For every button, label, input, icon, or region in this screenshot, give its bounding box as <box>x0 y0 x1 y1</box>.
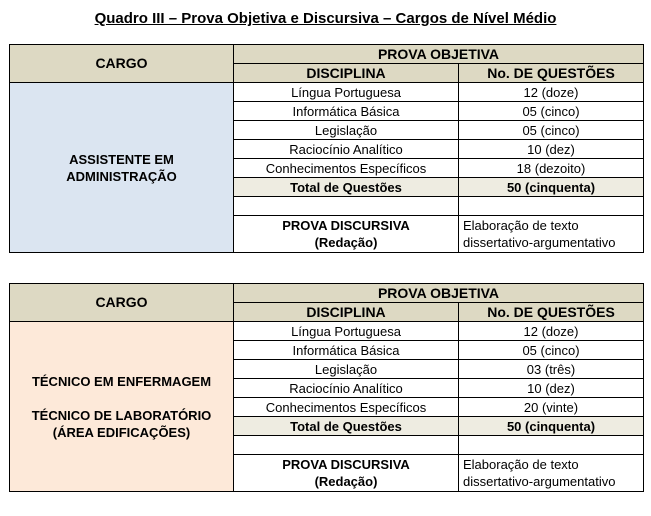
cargo-cell <box>10 83 234 253</box>
discursiva-value-line: dissertativo-argumentativo <box>463 235 616 250</box>
prova-objetiva-header: PROVA OBJETIVA <box>234 45 644 64</box>
table-row <box>10 83 644 102</box>
blank-cell <box>234 197 459 216</box>
discursiva-value <box>459 216 644 253</box>
discursiva-label-line: PROVA DISCURSIVA <box>282 457 410 472</box>
questoes-cell: 03 (três) <box>459 360 644 379</box>
discursiva-label-line: PROVA DISCURSIVA <box>282 218 410 233</box>
cargo-name-line: TÉCNICO EM ENFERMAGEM <box>31 373 212 389</box>
table-assistente <box>9 44 644 253</box>
total-label: Total de Questões <box>234 417 459 436</box>
cargo-name-line: TÉCNICO DE LABORATÓRIO <box>31 407 212 423</box>
disciplina-cell: Raciocínio Analítico <box>234 379 459 398</box>
total-value: 50 (cinquenta) <box>459 417 644 436</box>
blank-cell <box>459 197 644 216</box>
disciplina-cell: Conhecimentos Específicos <box>234 398 459 417</box>
questoes-cell: 05 (cinco) <box>459 102 644 121</box>
questoes-cell: 12 (doze) <box>459 322 644 341</box>
disciplina-cell: Raciocínio Analítico <box>234 140 459 159</box>
blank-cell <box>459 436 644 455</box>
table-tecnico <box>9 283 644 492</box>
questoes-cell: 10 (dez) <box>459 379 644 398</box>
discursiva-value <box>459 455 644 492</box>
questoes-header: No. DE QUESTÕES <box>459 303 644 322</box>
cargo-name-line: ASSISTENTE EM <box>69 151 174 167</box>
disciplina-cell: Informática Básica <box>234 102 459 121</box>
disciplina-cell: Legislação <box>234 360 459 379</box>
disciplina-header: DISCIPLINA <box>234 303 459 322</box>
discursiva-label <box>234 216 459 253</box>
disciplina-header: DISCIPLINA <box>234 64 459 83</box>
discursiva-value-line: dissertativo-argumentativo <box>463 474 616 489</box>
questoes-header: No. DE QUESTÕES <box>459 64 644 83</box>
cargo-header: CARGO <box>10 45 234 83</box>
disciplina-cell: Informática Básica <box>234 341 459 360</box>
prova-objetiva-header: PROVA OBJETIVA <box>234 284 644 303</box>
cargo-name-line: (ÁREA EDIFICAÇÕES) <box>52 424 191 440</box>
table-row <box>10 322 644 341</box>
questoes-cell: 05 (cinco) <box>459 121 644 140</box>
questoes-cell: 18 (dezoito) <box>459 159 644 178</box>
cargo-name-line: ADMINISTRAÇÃO <box>66 168 177 184</box>
disciplina-cell: Legislação <box>234 121 459 140</box>
blank-cell <box>234 436 459 455</box>
disciplina-cell: Conhecimentos Específicos <box>234 159 459 178</box>
discursiva-label <box>234 455 459 492</box>
discursiva-label-line: (Redação) <box>314 235 378 250</box>
discursiva-value-line: Elaboração de texto <box>463 457 579 472</box>
disciplina-cell: Língua Portuguesa <box>234 83 459 102</box>
disciplina-cell: Língua Portuguesa <box>234 322 459 341</box>
document-title <box>0 10 651 27</box>
document-title-text: Quadro III – Prova Objetiva e Discursiva – Cargos de Nível Médio <box>94 10 557 27</box>
cargo-header: CARGO <box>10 284 234 322</box>
questoes-cell: 12 (doze) <box>459 83 644 102</box>
discursiva-value-line: Elaboração de texto <box>463 218 579 233</box>
discursiva-label-line: (Redação) <box>314 474 378 489</box>
cargo-cell <box>10 322 234 492</box>
questoes-cell: 05 (cinco) <box>459 341 644 360</box>
total-value: 50 (cinquenta) <box>459 178 644 197</box>
questoes-cell: 10 (dez) <box>459 140 644 159</box>
total-label: Total de Questões <box>234 178 459 197</box>
questoes-cell: 20 (vinte) <box>459 398 644 417</box>
